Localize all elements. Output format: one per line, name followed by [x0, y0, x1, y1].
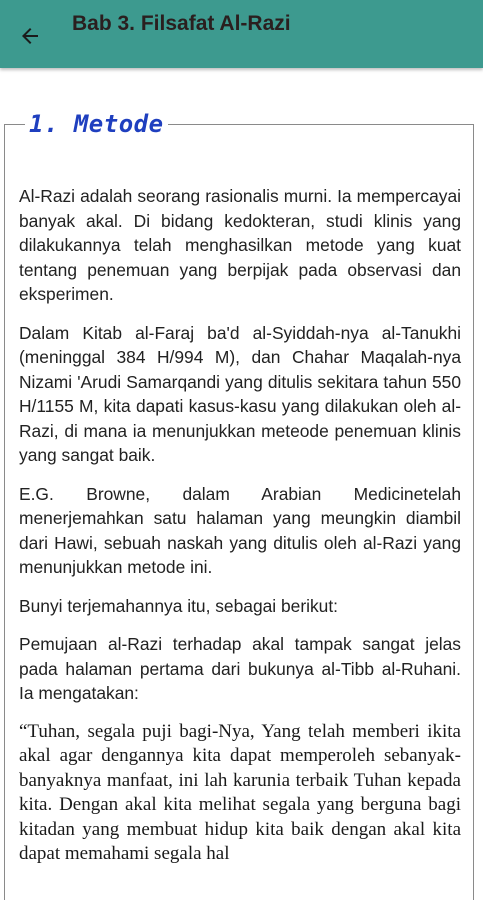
section-heading: 1. Metode [29, 110, 164, 138]
arrow-back-icon [18, 24, 42, 48]
paragraph-5: Pemujaan al-Razi terhadap akal tampak sangat jelas pada halaman pertama dari bukunya al-Tibb al-Ruhani. Ia mengatakan: [19, 634, 461, 703]
chapter-content[interactable] [0, 68, 483, 900]
paragraph-1: Al-Razi adalah seorang rasionalis murni. Ia mempercayai banyak akal. Di bidang kedokteran, studi klinis yang dilakukannya telah menghasilkan metode yang kuat tentang penemuan yang berpijak pada observasi dan eksperimen. [19, 186, 461, 304]
back-button[interactable] [10, 16, 50, 56]
paragraph-3: E.G. Browne, dalam Arabian Medicinetelah menerjemahkan satu halaman yang meungkin diambil dari Hawi, sebuah naskah yang ditulis oleh al-Razi yang menunjukkan metode ini. [19, 483, 461, 577]
paragraph-4: Bunyi terjemahannya itu, sebagai berikut: [19, 595, 339, 616]
quote-paragraph: “Tuhan, segala puji bagi-Nya, Yang telah memberi ikita akal agar dengannya kita dapat memperoleh sebanyak-banyaknya manfaat, ini lah karunia terbaik Tuhan kepada kita. Dengan akal kita melihat segala yang berguna bagi kitadan yang membuat hidup kita baik dengan akal kita dapat memahami segala hal [19, 720, 461, 864]
app-bar [0, 0, 483, 68]
section-box [4, 110, 474, 900]
chapter-title: Bab 3. Filsafat Al-Razi [72, 12, 291, 35]
paragraph-2: Dalam Kitab al-Faraj ba'd al-Syiddah-nya al-Tanukhi (meninggal 384 H/994 M), dan Chahar Maqalah-nya Nizami 'Arudi Samarqandi yang ditulis sekitara tahun 550 H/1155 M, kita dapati kasus-kasu yang dilakukan oleh al-Razi, di mana ia menunjukkan meteode penemuan klinis yang sangat baik. [19, 322, 461, 465]
